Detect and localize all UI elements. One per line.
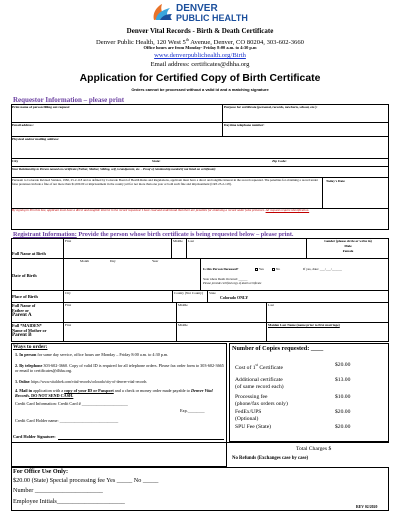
death-date[interactable]: If yes, date: ___/___/______ [303, 267, 342, 271]
page-title: Application for Certified Copy of Birth Certificate [79, 73, 321, 84]
fedex-sub: (Optional) [235, 416, 259, 422]
first-cert-price: $20.00 [335, 362, 351, 368]
website-link[interactable]: www.denverpublichealth.org/Birth [154, 52, 246, 59]
ways-heading: Ways to order: [13, 344, 48, 350]
office-number[interactable]: Number ______________________ [13, 487, 103, 494]
deceased-no[interactable]: No [272, 267, 280, 271]
parent-b-first-label: First [65, 323, 72, 327]
gender-male[interactable]: Male [344, 244, 352, 248]
card-holder-signature-label: Card Holder Signature: [13, 434, 56, 439]
birth-county-label: County (Not County) [174, 291, 204, 295]
spu-fee-price: $20.00 [335, 424, 351, 430]
way-telephone: 2. By telephone 303-602-3660. Copy of valid ID is required for all telephone orders. Please fax order form to 303-602-3665 or email to certificates@dhha.org. [15, 363, 224, 373]
maiden-name-label: Maiden Last Name (name prior to first marriage) [268, 323, 340, 327]
logo-mark-icon [150, 2, 174, 22]
colorado-only: Colorado ONLY [220, 295, 249, 300]
phone-input[interactable] [224, 127, 388, 135]
dob-input[interactable] [65, 264, 198, 288]
statute-text: Pursuant to Colorado Revised Statutes, 1982, 25-2-118 and as defined by Colorado Board of Health Rules and Regulations, applicant must have a direct and tangible interest in the record requested. The penalties for obtaining a record under false pretenses include a fine of not more than $1,000.00 or imprisonment in the county jail for not more than one year or both such fine and imprisonment (CRS 25-2-118). [12, 178, 318, 186]
denver-public-health-logo [150, 2, 260, 24]
revision-label: REV 02/2020 [356, 505, 378, 509]
first-name-input[interactable] [65, 243, 169, 257]
credit-card-holder[interactable]: Credit Card Holder name: ____________________________ [15, 418, 119, 423]
credit-card-exp[interactable]: Exp.________ [180, 408, 205, 413]
mailing-input[interactable] [12, 141, 388, 157]
additional-cert-price: $13.00 [335, 377, 351, 383]
middle-name-label: Middle [173, 239, 183, 243]
parent-b-input[interactable] [65, 327, 387, 341]
birth-city-label: City [65, 291, 71, 295]
logo-line1: DENVER [176, 3, 218, 14]
relationship-label: Your Relationship to Person named on certificate (Father, Mother, Sibling, self, Grandparent, etc. - Proof of relationship needed if not listed on certificate): [12, 167, 217, 171]
month-label: Month [80, 259, 90, 263]
parent-a-first-label: First [65, 303, 72, 307]
place-of-birth-label: Place of Birth [12, 294, 38, 299]
death-certificate-note: Please provide certified copy of death certificate [203, 281, 262, 285]
city-label: City [12, 159, 19, 163]
middle-name-input[interactable] [173, 243, 185, 257]
parent-a-last-label: Last [268, 303, 274, 307]
fedex-label: FedEx/UPS [235, 409, 262, 415]
way-in-person: 1. In person for same day service, office hours are Monday – Friday 8:00 a.m. to 4:30 p.m. [15, 352, 169, 357]
requestor-name-input[interactable] [12, 110, 220, 121]
gender-female[interactable]: Female [342, 249, 354, 253]
purpose-input[interactable] [224, 110, 388, 121]
way-mail: 4. Mail in application with a copy of your ID or Passport and a check or money order made payable to Denver Vital Records. DO NOT SEND CASH. [15, 388, 213, 398]
mailing-label: Physical and/or mailing address: [12, 137, 60, 141]
employee-initials[interactable]: Employee Initials______________________ [13, 498, 125, 505]
day-label: Day [110, 259, 116, 263]
first-cert-label: Cost of 1st Certificate [235, 363, 283, 371]
processing-fee-price: $10.00 [335, 394, 351, 400]
processing-fee-label: Processing fee [235, 394, 268, 400]
office-hours: Office hours are from Monday- Friday 8:00 a.m. to 4:30 p.m [143, 45, 257, 50]
birth-state-label: State [209, 291, 216, 295]
zip-label: Zip Code: [272, 159, 287, 163]
logo-line2: PUBLIC HEALTH [176, 13, 248, 23]
way-online[interactable]: 3. Online: https://www.vitalchek.com/vital-records/colorado/city-of-denver-vital-records [15, 380, 147, 384]
credit-card-number[interactable]: Credit Card Information: Credit Card # ______________________ [15, 401, 128, 406]
deceased-yes[interactable]: Yes [255, 267, 264, 271]
additional-cert-label: Additional certificate [235, 377, 283, 383]
card-holder-signature-input[interactable] [58, 434, 224, 440]
id-note: Orders cannot be processed without a valid id and a matching signature [131, 87, 269, 92]
purpose-label: Purpose for certificate (personal, records, newborn, school, etc.): [224, 105, 318, 109]
processing-fee-sub: (phone/fax orders only) [235, 401, 288, 407]
registrant-heading: Registrant Information: Provide the person whose birth certificate is being requested below – please print. [13, 231, 294, 238]
email-input[interactable] [12, 127, 220, 135]
no-refunds-note: No Refunds (Exchanges case by case) [232, 456, 309, 461]
dob-label: Date of Birth [12, 273, 37, 278]
first-name-label: First [65, 239, 72, 243]
death-state[interactable]: State where Death Occurred: ______ [203, 277, 248, 281]
signature-box[interactable] [12, 217, 388, 229]
total-charges[interactable]: Total Charges $ [296, 446, 332, 452]
signature-warning: By signing in Pen this box, applicant must have a direct and tangible interest in the record requested. I have read and understood that there are penalties for obtaining a record under false pretenses. All requests require identification. [12, 208, 310, 212]
additional-cert-sub: (of same record each) [235, 384, 284, 390]
parent-a-input[interactable] [65, 307, 387, 321]
state-label: State: [152, 159, 161, 163]
office-address: Denver Public Health, 120 West 5th Avenue, Denver, CO 80204, 303-602-3660 [96, 37, 304, 47]
special-processing[interactable]: $20.00 (State) Special processing fee Yes _____ No _____ [13, 477, 159, 484]
email-label: Email address: [12, 123, 34, 127]
requestor-heading: Requestor Information – please print [13, 96, 125, 104]
last-name-input[interactable] [188, 243, 304, 257]
office-name: Denver Vital Records - Birth & Death Certificate [126, 27, 274, 35]
fedex-price: $20.00 [335, 409, 351, 415]
requestor-name-label: Print name of person filling out request: [12, 105, 71, 109]
phone-label: Daytime telephone number: [224, 123, 265, 127]
gender-label: Gender (please circle or write in) [324, 239, 372, 243]
year-label: Year [152, 259, 159, 263]
copies-requested[interactable]: Number of Copies requested: ____ [232, 345, 324, 352]
parent-b-label: Full *MAIDEN* Name of Mother or Parent B [12, 323, 47, 338]
parent-a-middle-label: Middle [178, 303, 188, 307]
spu-fee-label: SPU Fee (State) [235, 424, 272, 430]
date-input[interactable] [324, 184, 388, 207]
parent-b-middle-label: Middle [178, 323, 188, 327]
date-label: Today's Date [326, 179, 345, 183]
parent-a-label: Full Name of Father or Parent A [12, 303, 36, 318]
deceased-question: Is this Person Deceased? [203, 267, 239, 271]
last-name-label: Last [188, 239, 194, 243]
email-address: Email address: certificates@dhha.org [150, 61, 250, 68]
office-use-heading: For Office Use Only: [13, 468, 69, 475]
relationship-input[interactable] [12, 171, 388, 176]
full-name-label: Full Name at Birth [12, 251, 46, 256]
